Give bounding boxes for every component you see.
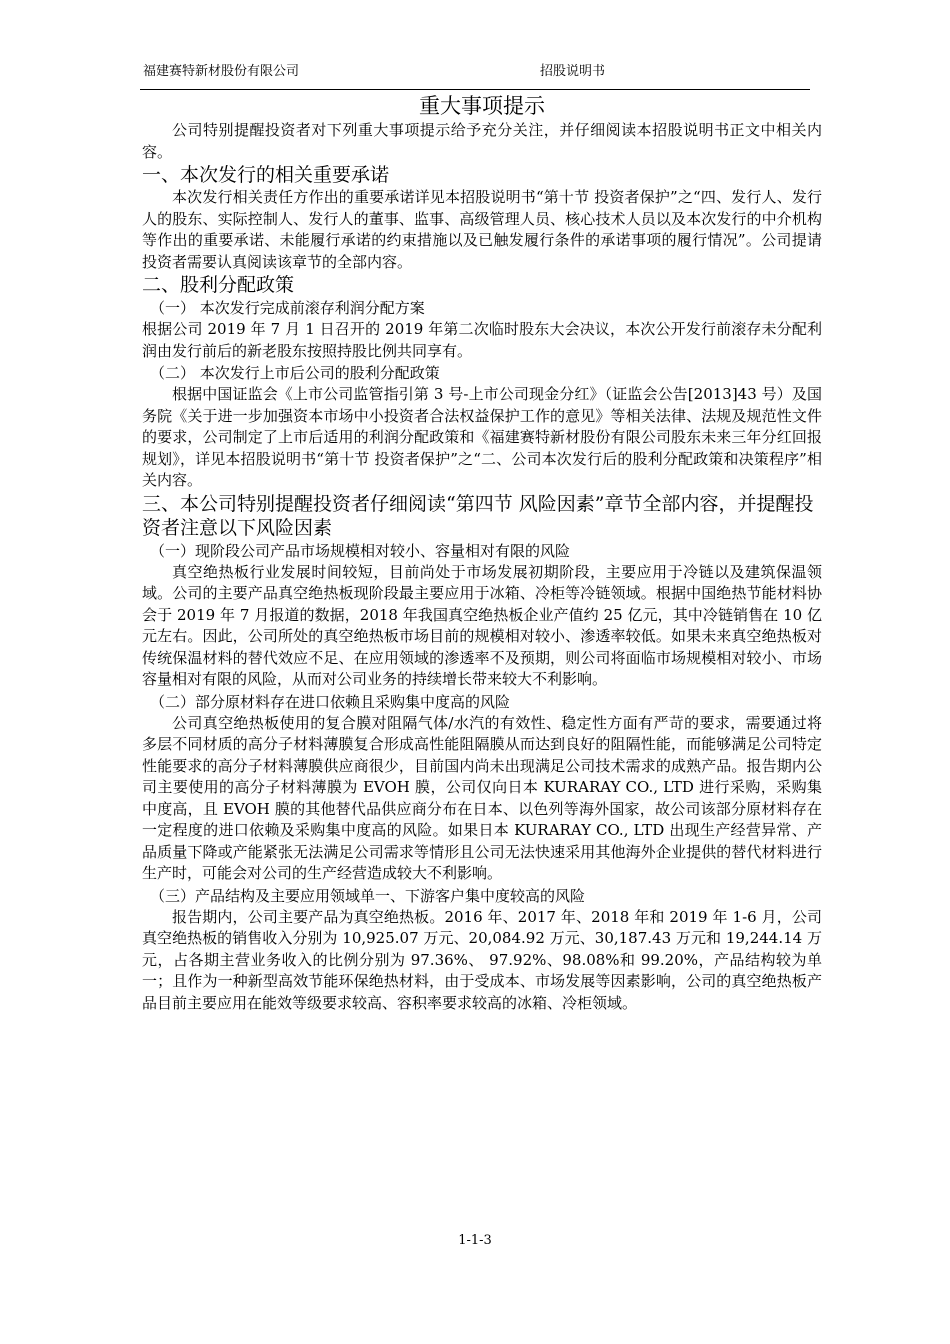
page-number: 1-1-3 xyxy=(458,1233,492,1248)
section-3-sub2-heading: （二）部分原材料存在进口依赖且采购集中度高的风险 xyxy=(150,692,511,711)
section-3-sub1-heading: （一）现阶段公司产品市场规模相对较小、容量相对有限的风险 xyxy=(150,541,571,560)
section-2-sub2-paragraph: 根据中国证监会《上市公司监管指引第 3 号-上市公司现金分红》（证监会公告[2013]43 号）及国务院《关于进一步加强资本市场中小投资者合法权益保护工作的意见》等相关法律、法规及规范性文件的要求，公司制定了上市后适用的利润分配政策和《福建赛特新材股份有限公司股东未来三年分红回报规划》，详见本招股说明书“第十节 投资者保护”之“二、公司本次发行后的股利分配政策和决策程序”相关内容。 xyxy=(142,385,822,489)
section-2-sub2-heading: （二） 本次发行上市后公司的股利分配政策 xyxy=(150,364,440,382)
section-3-sub1-paragraph: 真空绝热板行业发展时间较短，目前尚处于市场发展初期阶段，主要应用于冷链以及建筑保温领域。公司的主要产品真空绝热板现阶段最主要应用于冰箱、冷柜等冷链领域。根据中国绝热节能材料协会于 2019 年 7 月报道的数据，2018 年我国真空绝热板企业产值约 25 亿元，其中冷链销售在 10 亿元左右。因此，公司所处的真空绝热板市场目前的规模相对较小、渗透率较低。如果未来真空绝热板对传统保温材料的替代效应不足、在应用领域的渗透率不及预期，则公司将面临市场规模相对较小、市场容量相对有限的风险，从而对公司业务的持续增长带来较大不利影响。 xyxy=(142,562,822,688)
header-divider xyxy=(140,89,810,90)
section-3-sub3-paragraph: 报告期内，公司主要产品为真空绝热板。2016 年、2017 年、2018 年和 2019 年 1-6 月，公司真空绝热板的销售收入分别为 10,925.07 万元、20,084.92 万元、30,187.43 万元和 19,244.14 万元，占各期主营业务收入的比例分别为 97.36%、 97.92%、98.08%和 99.20%，产品结构较为单一；且作为一种新型高效节能环保绝热材料，由于受成本、市场发展等因素影响，公司的真空绝热板产品目前主要应用在能效等级要求较高、容积率要求较高的冰箱、冷柜领域。 xyxy=(142,907,822,1012)
section-2-sub1-heading: （一） 本次发行完成前滚存利润分配方案 xyxy=(150,299,425,317)
page-title: 重大事项提示 xyxy=(419,94,545,118)
section-2-sub1-paragraph: 根据公司 2019 年 7 月 1 日召开的 2019 年第二次临时股东大会决议，本次公开发行前滚存未分配利润由发行前后的新老股东按照持股比例共同享有。 xyxy=(142,320,822,360)
section-3-sub2-paragraph: 公司真空绝热板使用的复合膜对阻隔气体/水汽的有效性、稳定性方面有严苛的要求，需要通过将多层不同材质的高分子材料薄膜复合形成高性能阻隔膜从而达到良好的阻隔性能，而能够满足公司特定性能要求的高分子材料薄膜供应商很少，目前国内尚未出现满足公司技术需求的成熟产品。报告期内公司主要使用的高分子材料薄膜为 EVOH 膜，公司仅向日本 KURARAY CO., LTD 进行采购，采购集中度高，且 EVOH 膜的其他替代品供应商分布在日本、以色列等海外国家，故公司该部分原材料存在一定程度的进口依赖及采购集中度高的风险。如果日本 KURARAY CO., LTD 出现生产经营异常、产品质量下降或产能紧张无法满足公司需求等情形且公司无法快速采用其他海外企业提供的替代材料进行生产时，可能会对公司的生产经营造成较大不利影响。 xyxy=(142,713,822,882)
intro-paragraph: 公司特别提醒投资者对下列重大事项提示给予充分关注，并仔细阅读本招股说明书正文中相关内容。 xyxy=(142,121,822,161)
header-company: 福建赛特新材股份有限公司 xyxy=(143,64,300,79)
document-body xyxy=(142,92,822,1014)
section-3-sub3-heading: （三）产品结构及主要应用领域单一、下游客户集中度较高的风险 xyxy=(150,886,586,905)
section-2-heading: 二、股利分配政策 xyxy=(142,274,295,296)
section-1-paragraph: 本次发行相关责任方作出的重要承诺详见本招股说明书“第十节 投资者保护”之“四、发行人、发行人的股东、实际控制人、发行人的董事、监事、高级管理人员、核心技术人员以及本次发行的中介机构等作出的重要承诺、未能履行承诺的约束措施以及已触发履行条件的承诺事项的履行情况”。公司提请投资者需要认真阅读该章节的全部内容。 xyxy=(142,188,822,271)
section-3-heading: 三、本公司特别提醒投资者仔细阅读“第四节 风险因素”章节全部内容，并提醒投资者注意以下风险因素 xyxy=(142,492,814,539)
header-doc-type: 招股说明书 xyxy=(540,64,606,79)
section-1-heading: 一、本次发行的相关重要承诺 xyxy=(142,164,390,186)
